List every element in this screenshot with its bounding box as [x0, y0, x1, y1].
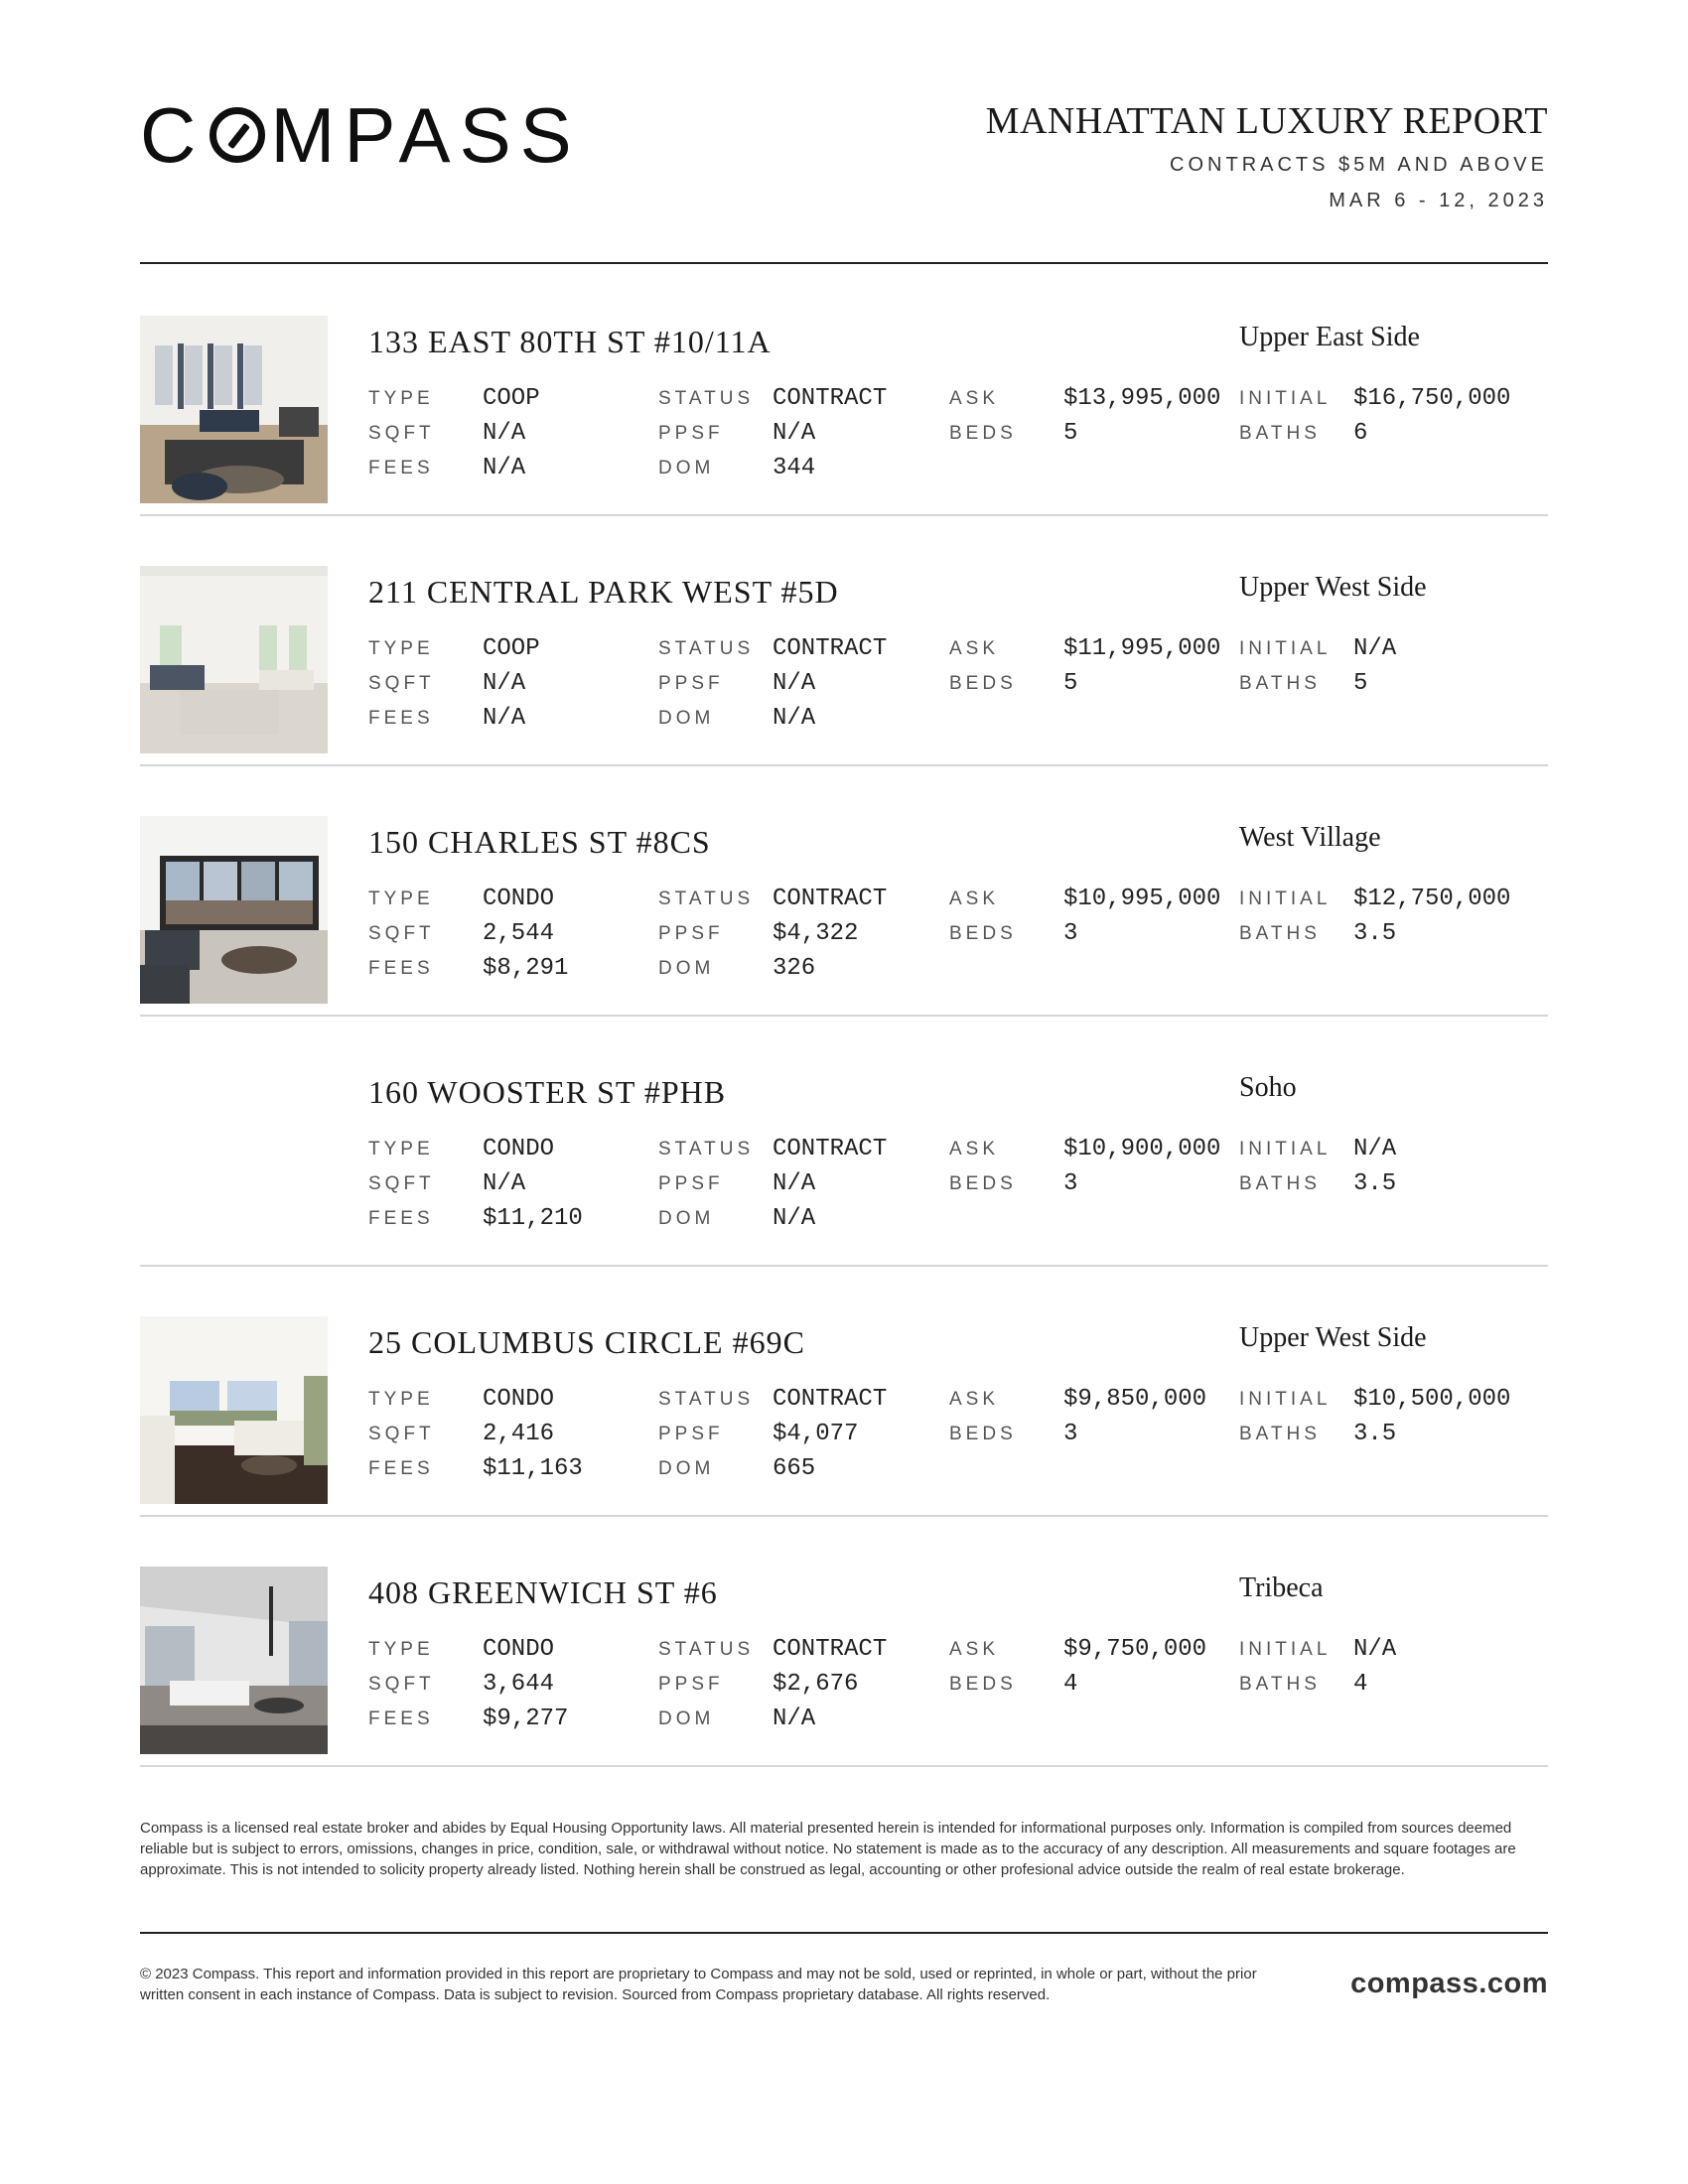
label-initial: INITIAL [1239, 638, 1332, 659]
listing-item [140, 1267, 1548, 1517]
label-baths: BATHS [1239, 923, 1321, 944]
value-status: CONTRACT [773, 385, 888, 412]
header-divider [140, 262, 1548, 264]
listing-address[interactable]: 25 COLUMBUS CIRCLE #69C [368, 1324, 805, 1360]
value-status: CONTRACT [773, 1386, 888, 1413]
value-dom: N/A [773, 1706, 816, 1732]
value-status: CONTRACT [773, 886, 888, 912]
label-sqft: SQFT [368, 423, 435, 444]
listing-photo[interactable] [140, 316, 328, 503]
compass-o-icon [210, 107, 265, 163]
label-sqft: SQFT [368, 673, 435, 694]
label-sqft: SQFT [368, 923, 435, 944]
value-type: COOP [483, 635, 540, 662]
listing-neighborhood: Soho [1239, 1072, 1297, 1103]
value-ppsf: N/A [773, 420, 816, 447]
listing-neighborhood: Upper West Side [1239, 572, 1427, 603]
label-baths: BATHS [1239, 1424, 1321, 1444]
label-beds: BEDS [949, 673, 1017, 694]
label-sqft: SQFT [368, 1674, 435, 1695]
value-beds: 4 [1063, 1671, 1078, 1698]
label-status: STATUS [658, 888, 755, 909]
value-dom: N/A [773, 1205, 816, 1232]
value-dom: 344 [773, 455, 816, 481]
value-type: CONDO [483, 1636, 555, 1663]
listing-address[interactable]: 408 GREENWICH ST #6 [368, 1574, 718, 1610]
label-type: TYPE [368, 1639, 434, 1660]
label-beds: BEDS [949, 423, 1017, 444]
value-initial: N/A [1353, 635, 1397, 662]
label-baths: BATHS [1239, 1173, 1321, 1194]
listing-neighborhood: West Village [1239, 822, 1381, 853]
report-title: MANHATTAN LUXURY REPORT [985, 100, 1548, 142]
label-fees: FEES [368, 708, 434, 729]
value-type: CONDO [483, 1136, 555, 1162]
label-ppsf: PPSF [658, 1424, 724, 1444]
label-dom: DOM [658, 708, 715, 729]
report-date-range: MAR 6 - 12, 2023 [1329, 190, 1548, 211]
value-baths: 5 [1353, 670, 1368, 697]
listing-address[interactable]: 160 WOOSTER ST #PHB [368, 1074, 727, 1110]
value-ask: $11,995,000 [1063, 635, 1221, 662]
label-type: TYPE [368, 1389, 434, 1410]
label-ask: ASK [949, 388, 1000, 409]
label-type: TYPE [368, 638, 434, 659]
value-ppsf: $2,676 [773, 1671, 859, 1698]
legal-disclaimer: Compass is a licensed real estate broker and abides by Equal Housing Opportunity laws. All material presented herein is intended for informational purposes only. Information is compiled from sources deemed reliable but is subject to errors, omissions, changes in price, condition, sale, or withdrawal without notice. No statement is made as to the accuracy of any description. All measurements and square footages are approximate. This is not intended to solicity property already listed. Nothing herein shall be construed as legal, accounting or other profesional advice outside the realm of real estate brokerage. [140, 1820, 1516, 1878]
listing-photo[interactable] [140, 566, 328, 753]
label-ask: ASK [949, 638, 1000, 659]
value-ppsf: $4,322 [773, 920, 859, 947]
value-fees: N/A [483, 455, 526, 481]
value-sqft: N/A [483, 420, 526, 447]
label-type: TYPE [368, 1139, 434, 1160]
value-fees: N/A [483, 705, 526, 732]
value-beds: 3 [1063, 1170, 1078, 1197]
value-type: CONDO [483, 1386, 555, 1413]
listing-photo[interactable] [140, 1567, 328, 1754]
value-dom: 326 [773, 955, 816, 982]
label-dom: DOM [658, 458, 715, 478]
value-ppsf: N/A [773, 670, 816, 697]
report-subtitle: CONTRACTS $5M AND ABOVE [1170, 154, 1548, 176]
label-fees: FEES [368, 958, 434, 979]
value-sqft: 2,544 [483, 920, 555, 947]
listing-address[interactable]: 150 CHARLES ST #8CS [368, 824, 711, 860]
value-beds: 5 [1063, 670, 1078, 697]
label-beds: BEDS [949, 923, 1017, 944]
label-ppsf: PPSF [658, 1674, 724, 1695]
label-baths: BATHS [1239, 1674, 1321, 1695]
listing-item [140, 1517, 1548, 1767]
value-status: CONTRACT [773, 1136, 888, 1162]
listing-item [140, 516, 1548, 766]
value-initial: $12,750,000 [1353, 886, 1511, 912]
value-type: COOP [483, 385, 540, 412]
value-fees: $9,277 [483, 1706, 569, 1732]
label-fees: FEES [368, 458, 434, 478]
label-ask: ASK [949, 888, 1000, 909]
label-fees: FEES [368, 1208, 434, 1229]
label-type: TYPE [368, 388, 434, 409]
value-initial: $10,500,000 [1353, 1386, 1511, 1413]
label-beds: BEDS [949, 1173, 1017, 1194]
copyright-notice: © 2023 Compass. This report and information provided in this report are proprietary to Compass and may not be sold, used or reprinted, in whole or part, without the prior written consent in each instance of Compass. Data is subject to revision. Sourced from Compass proprietary database. All rights reserved. [140, 1966, 1257, 2003]
label-fees: FEES [368, 1708, 434, 1729]
label-ppsf: PPSF [658, 923, 724, 944]
label-status: STATUS [658, 388, 755, 409]
website-link[interactable]: compass.com [1350, 1968, 1548, 1999]
label-beds: BEDS [949, 1674, 1017, 1695]
label-ask: ASK [949, 1389, 1000, 1410]
listing-neighborhood: Tribeca [1239, 1572, 1324, 1603]
value-beds: 3 [1063, 920, 1078, 947]
listing-address[interactable]: 211 CENTRAL PARK WEST #5D [368, 574, 839, 610]
value-beds: 5 [1063, 420, 1078, 447]
value-sqft: 2,416 [483, 1421, 555, 1447]
label-status: STATUS [658, 1639, 755, 1660]
label-status: STATUS [658, 1389, 755, 1410]
label-dom: DOM [658, 1708, 715, 1729]
logo-text-mpass: MPASS [270, 90, 581, 179]
label-baths: BATHS [1239, 673, 1321, 694]
label-sqft: SQFT [368, 1424, 435, 1444]
value-ask: $9,850,000 [1063, 1386, 1207, 1413]
value-baths: 3.5 [1353, 1421, 1397, 1447]
value-baths: 4 [1353, 1671, 1368, 1698]
value-sqft: 3,644 [483, 1671, 555, 1698]
value-beds: 3 [1063, 1421, 1078, 1447]
value-initial: $16,750,000 [1353, 385, 1511, 412]
label-type: TYPE [368, 888, 434, 909]
value-baths: 3.5 [1353, 920, 1397, 947]
value-baths: 6 [1353, 420, 1368, 447]
value-fees: $11,210 [483, 1205, 583, 1232]
logo-text-c: C [140, 90, 206, 179]
value-fees: $8,291 [483, 955, 569, 982]
label-dom: DOM [658, 958, 715, 979]
listing-item [140, 1017, 1548, 1267]
label-initial: INITIAL [1239, 1139, 1332, 1160]
label-fees: FEES [368, 1458, 434, 1479]
label-initial: INITIAL [1239, 388, 1332, 409]
value-ask: $10,900,000 [1063, 1136, 1221, 1162]
listing-photo[interactable] [140, 816, 328, 1004]
label-status: STATUS [658, 1139, 755, 1160]
value-initial: N/A [1353, 1636, 1397, 1663]
label-initial: INITIAL [1239, 1389, 1332, 1410]
listing-item [140, 266, 1548, 516]
label-ask: ASK [949, 1639, 1000, 1660]
value-ask: $10,995,000 [1063, 886, 1221, 912]
compass-logo [140, 90, 581, 179]
value-status: CONTRACT [773, 1636, 888, 1663]
listing-address[interactable]: 133 EAST 80TH ST #10/11A [368, 324, 772, 359]
listing-neighborhood: Upper West Side [1239, 1322, 1427, 1353]
label-ask: ASK [949, 1139, 1000, 1160]
report-page [140, 0, 1548, 2184]
listing-neighborhood: Upper East Side [1239, 322, 1420, 352]
label-initial: INITIAL [1239, 888, 1332, 909]
label-sqft: SQFT [368, 1173, 435, 1194]
value-ask: $13,995,000 [1063, 385, 1221, 412]
label-dom: DOM [658, 1458, 715, 1479]
value-type: CONDO [483, 886, 555, 912]
label-ppsf: PPSF [658, 1173, 724, 1194]
listing-item [140, 766, 1548, 1017]
value-sqft: N/A [483, 670, 526, 697]
value-dom: N/A [773, 705, 816, 732]
value-fees: $11,163 [483, 1455, 583, 1482]
value-ppsf: N/A [773, 1170, 816, 1197]
label-dom: DOM [658, 1208, 715, 1229]
value-baths: 3.5 [1353, 1170, 1397, 1197]
footer-divider [140, 1932, 1548, 1934]
label-ppsf: PPSF [658, 673, 724, 694]
listing-photo[interactable] [140, 1316, 328, 1504]
value-ask: $9,750,000 [1063, 1636, 1207, 1663]
value-sqft: N/A [483, 1170, 526, 1197]
label-initial: INITIAL [1239, 1639, 1332, 1660]
value-status: CONTRACT [773, 635, 888, 662]
value-dom: 665 [773, 1455, 816, 1482]
value-ppsf: $4,077 [773, 1421, 859, 1447]
label-status: STATUS [658, 638, 755, 659]
label-beds: BEDS [949, 1424, 1017, 1444]
listing-divider [140, 1765, 1548, 1767]
label-ppsf: PPSF [658, 423, 724, 444]
value-initial: N/A [1353, 1136, 1397, 1162]
label-baths: BATHS [1239, 423, 1321, 444]
